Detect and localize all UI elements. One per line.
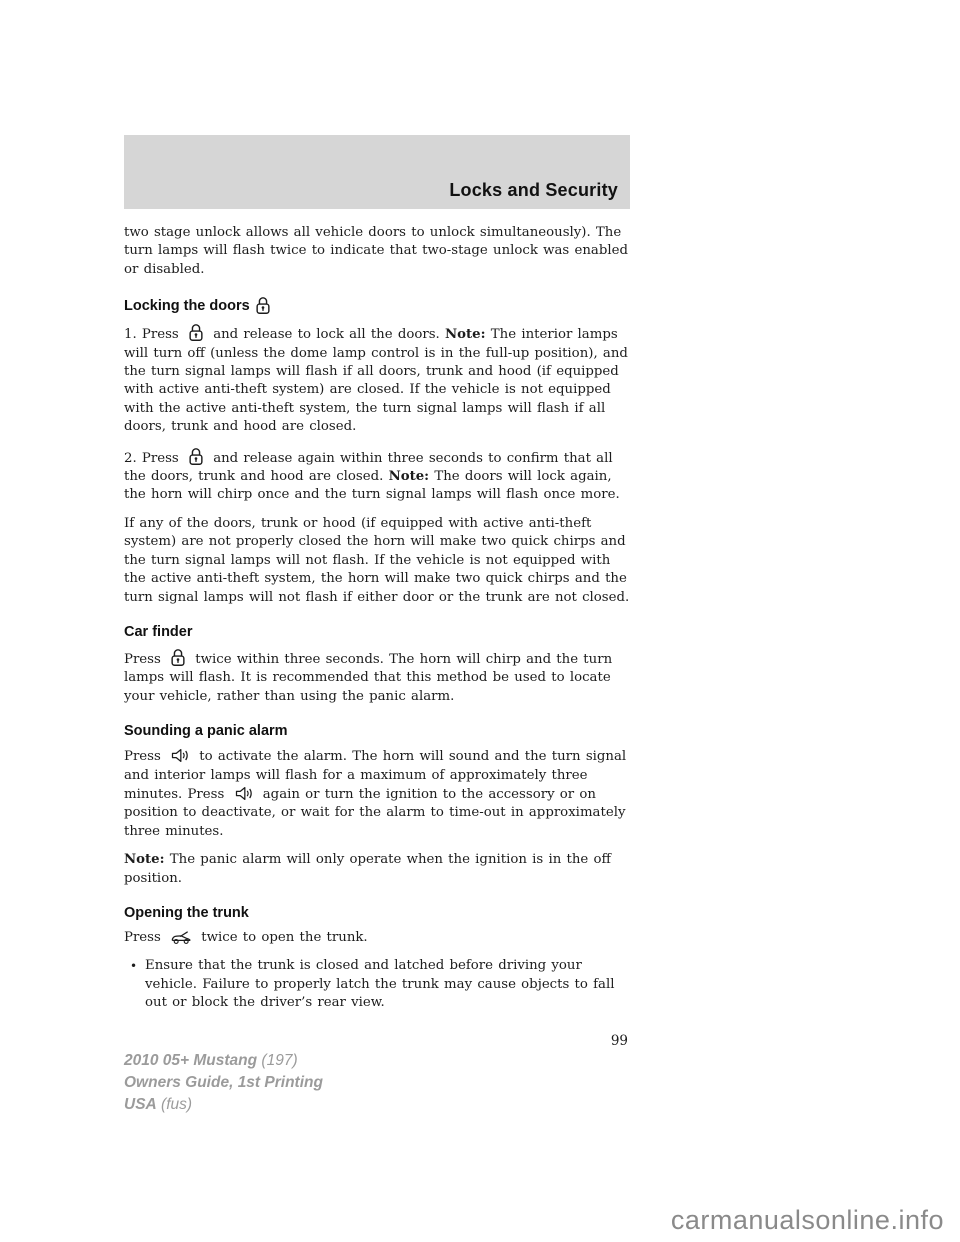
body-paragraph: Press twice within three seconds. The horn will chirp and the turn lamps will flash. It is recommended that this method be used to locate your vehicle, rather than using the panic alarm. <box>124 648 630 706</box>
footer-line: Owners Guide, 1st Printing <box>124 1074 323 1091</box>
body-paragraph: If any of the doors, trunk or hood (if equipped with active anti-theft system) are not properly closed the horn will make two quick chirps and the turn signal lamps will not flash. If the vehicle is not equipped with the active anti-theft system, the horn will make two quick chirps and the turn signal lamps will not flash if either door or the trunk are not closed. <box>124 515 630 605</box>
lock-icon <box>188 323 204 342</box>
section-heading-label: Opening the trunk <box>124 904 249 921</box>
footer-line: USA (fus) <box>124 1096 193 1113</box>
footer-line: 2010 05+ Mustang (197) <box>124 1052 298 1069</box>
section-heading <box>124 296 630 315</box>
lock-icon <box>255 296 271 315</box>
section-heading-label: Locking the doors <box>124 297 250 314</box>
body-paragraph: Press to activate the alarm. The horn will sound and the turn signal and interior lamps will flash for a maximum of approximately three minutes. Press again or turn the ignition to the accessory or on position to deactivate, or wait for the alarm to time-out in approximately three minutes. <box>124 749 627 839</box>
lock-icon <box>170 648 186 667</box>
section-heading <box>124 723 630 739</box>
intro-paragraph: two stage unlock allows all vehicle doors to unlock simultaneously). The turn lamps will flash twice to indicate that two-stage unlock was enabled or disabled. <box>124 225 628 277</box>
watermark: carmanualsonline.info <box>670 1205 944 1235</box>
content-column <box>124 135 630 1049</box>
page-number: 99 <box>610 1032 628 1049</box>
bullet-glyph: • <box>130 959 138 974</box>
chapter-title: Locks and Security <box>449 180 618 200</box>
bullet-item <box>124 957 630 1012</box>
body-paragraph: Press twice to open the trunk. <box>124 929 368 945</box>
section-heading <box>124 905 630 921</box>
chapter-header-band <box>124 135 630 209</box>
body-paragraph: 2. Press and release again within three seconds to confirm that all the doors, trunk and hood are closed. Note: The doors will lock again, the horn will chirp once and the turn signal lamps will flash once more. <box>124 447 630 505</box>
speaker-icon <box>170 747 190 764</box>
speaker-icon <box>234 785 254 802</box>
section-heading-label: Sounding a panic alarm <box>124 723 288 740</box>
body-paragraph: 1. Press and release to lock all the doors. Note: The interior lamps will turn off (unless the dome lamp control is in the full-up position), and the turn signal lamps will flash if all doors, trunk and hood (if equipped with active anti-theft system) are closed. If the vehicle is not equipped with the active anti-theft system, the turn signal lamps will flash if all doors, trunk and hood are closed. <box>124 323 630 436</box>
body-paragraph: Note: The panic alarm will only operate when the ignition is in the off position. <box>124 852 611 886</box>
print-footer <box>124 1050 323 1116</box>
section-heading <box>124 624 630 640</box>
trunk-icon <box>170 930 192 945</box>
bullet-text: Ensure that the trunk is closed and latched before driving your vehicle. Failure to properly latch the trunk may cause objects to fall out or block the driver’s rear view. <box>145 958 615 1011</box>
sections-container <box>124 296 630 1012</box>
lock-icon <box>188 447 204 466</box>
section-heading-label: Car finder <box>124 623 193 640</box>
